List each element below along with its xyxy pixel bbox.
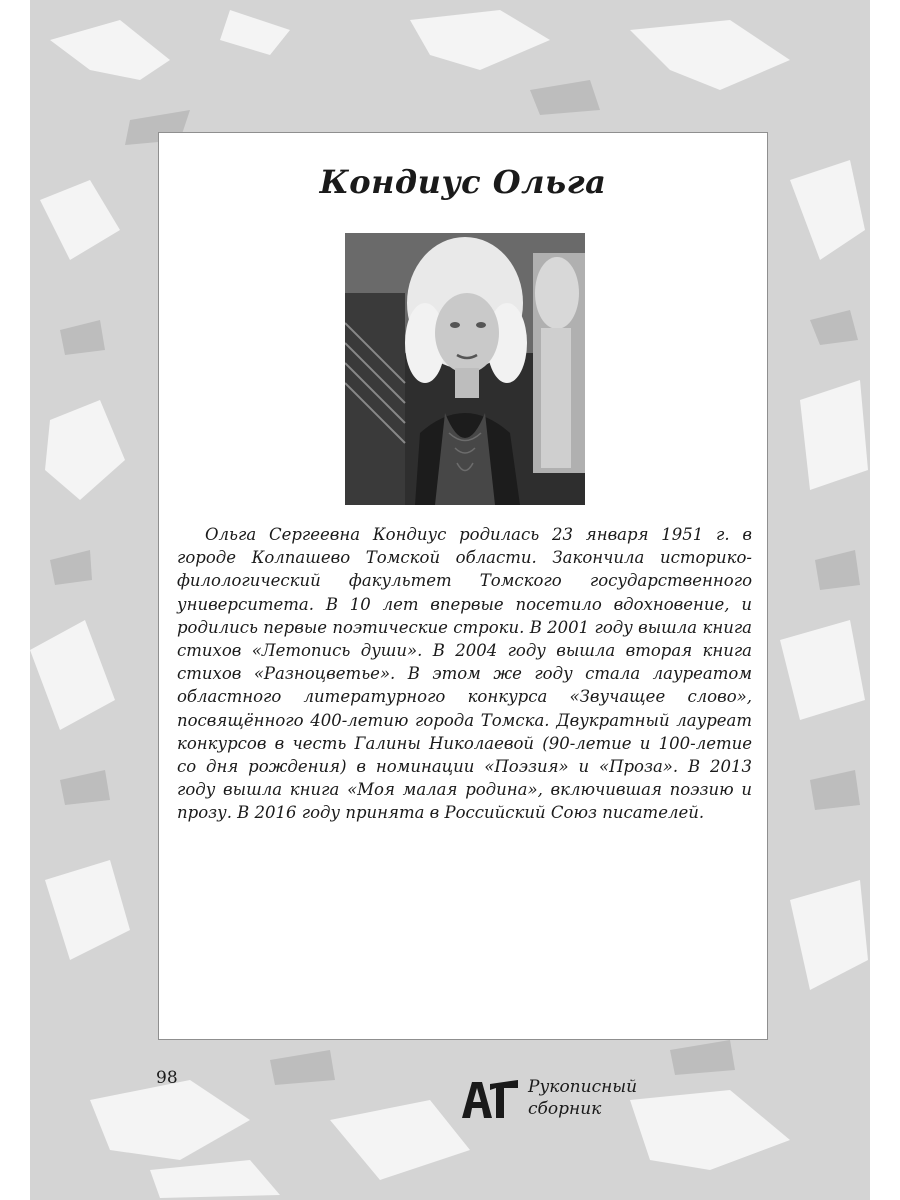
page-number: 98 <box>156 1068 178 1088</box>
page-title: Кондиус Ольга <box>319 163 607 201</box>
author-photo <box>345 233 585 505</box>
content-panel <box>158 132 768 1040</box>
publisher-name-line2: сборник <box>528 1099 602 1119</box>
bio-paragraph: Ольга Сергеевна Кондиус родилась 23 января 1951 г. в городе Колпашево Томской области. Закончила историко-филологический факультет Томского государственного университета. В 10 лет впервые посетило вдохновение, и родились первые поэтические строки. В 2001 году вышла книга стихов «Летопись души». В 2004 году вышла вторая книга стихов «Разноцветье». В этом же году стала лауреатом областного литературного конкурса «Звучащее слово», посвящённого 400-летию города Томска. Двукратный лауреат конкурсов в честь Галины Николаевой (90-летие и 100-летие со дня рождения) в номинации «Поэзия» и «Проза». В 2013 году вышла книга «Моя малая родина», включившая поэзию и прозу. В 2016 году принята в Российский Союз писателей. <box>177 525 752 823</box>
publisher-logo <box>460 1076 520 1120</box>
publisher-name-line1: Рукописный <box>528 1077 638 1097</box>
publisher-name <box>528 1076 637 1120</box>
